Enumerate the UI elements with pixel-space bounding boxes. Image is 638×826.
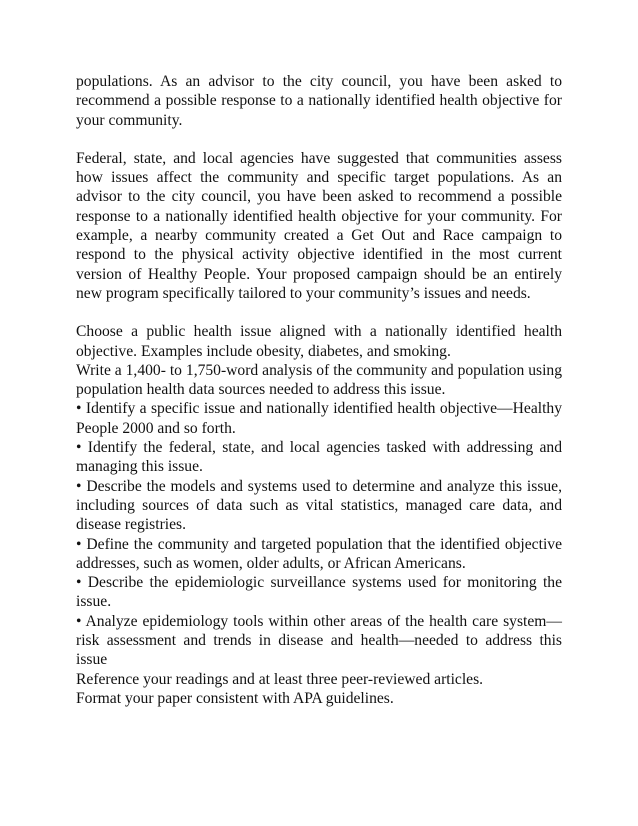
document-page xyxy=(76,72,562,708)
paragraph-choose-issue: Choose a public health issue aligned with a nationally identified health objective. Examples include obesity, diabetes, and smoking. xyxy=(76,323,562,360)
paragraph-intro: populations. As an advisor to the city council, you have been asked to recommend a possible response to a nationally identified health objective for your community. xyxy=(76,73,562,129)
bullet-item: • Analyze epidemiology tools within other areas of the health care system—risk assessment and trends in disease and health—needed to address this issue xyxy=(76,612,562,669)
references-instruction: Reference your readings and at least three peer-reviewed articles. xyxy=(76,670,484,688)
bullet-item: • Describe the models and systems used to determine and analyze this issue, including sources of data such as vital statistics, managed care data, and disease registries. xyxy=(76,477,562,534)
instruction-intro: Write a 1,400- to 1,750-word analysis of the community and population using population health data sources needed to address this issue. xyxy=(76,361,562,399)
paragraph-context: Federal, state, and local agencies have suggested that communities assess how issues affect the community and specific target populations. As an advisor to the city council, you have been asked to recommend a possible response to a nationally identified health objective for your community. For example, a nearby community created a Get Out and Race campaign to respond to the physical activity objective identified in the most current version of Healthy People. Your proposed campaign should be an entirely new program specifically tailored to your community’s issues and needs. xyxy=(76,149,562,302)
bullet-item: • Describe the epidemiologic surveillance systems used for monitoring the issue. xyxy=(76,574,562,611)
format-instruction: Format your paper consistent with APA guidelines. xyxy=(76,689,394,707)
bullet-item: • Identify the federal, state, and local agencies tasked with addressing and managing this issue. xyxy=(76,439,562,476)
bullet-item: • Define the community and targeted population that the identified objective addresses, such as women, older adults, or African Americans. xyxy=(76,535,562,572)
assignment-instructions xyxy=(76,322,562,708)
bullet-item: • Identify a specific issue and nationally identified health objective—Healthy People 2000 and so forth. xyxy=(76,400,562,437)
